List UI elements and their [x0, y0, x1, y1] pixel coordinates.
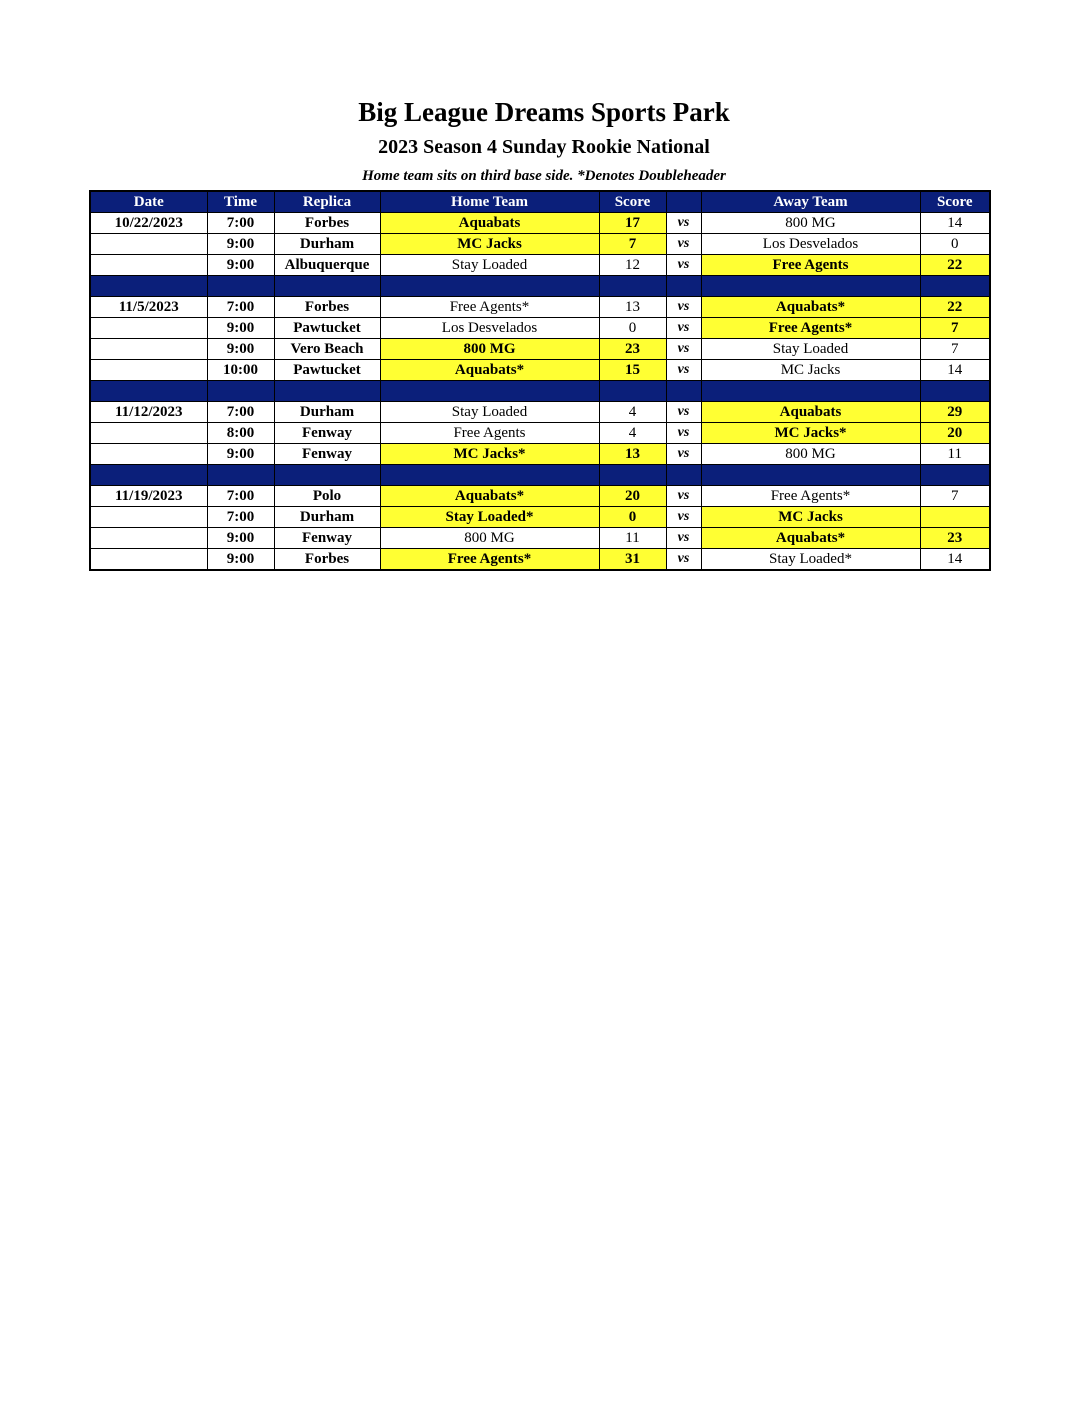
away-score-cell: 22	[920, 297, 990, 318]
week-separator-row	[90, 276, 990, 297]
column-header: Score	[599, 191, 666, 213]
vs-cell: vs	[666, 507, 701, 528]
time-cell: 8:00	[207, 423, 274, 444]
replica-cell: Forbes	[274, 213, 380, 234]
away-team-cell: Free Agents	[701, 255, 920, 276]
date-cell	[90, 444, 207, 465]
separator-cell	[207, 381, 274, 402]
home-team-cell: 800 MG	[380, 339, 599, 360]
replica-cell: Forbes	[274, 297, 380, 318]
date-cell	[90, 528, 207, 549]
date-cell	[90, 318, 207, 339]
date-cell: 11/12/2023	[90, 402, 207, 423]
home-team-cell: Stay Loaded	[380, 402, 599, 423]
date-cell: 11/19/2023	[90, 486, 207, 507]
home-team-cell: Aquabats	[380, 213, 599, 234]
column-header: Score	[920, 191, 990, 213]
home-team-cell: Aquabats*	[380, 486, 599, 507]
home-score-cell: 12	[599, 255, 666, 276]
table-row	[90, 549, 990, 571]
home-team-cell: Free Agents*	[380, 549, 599, 571]
away-team-cell: MC Jacks	[701, 360, 920, 381]
separator-cell	[380, 276, 599, 297]
separator-cell	[599, 465, 666, 486]
away-team-cell: Free Agents*	[701, 486, 920, 507]
away-team-cell: Aquabats	[701, 402, 920, 423]
table-row	[90, 360, 990, 381]
time-cell: 7:00	[207, 507, 274, 528]
separator-cell	[90, 465, 207, 486]
column-header: Replica	[274, 191, 380, 213]
home-team-cell: 800 MG	[380, 528, 599, 549]
home-score-cell: 0	[599, 318, 666, 339]
away-score-cell: 7	[920, 318, 990, 339]
replica-cell: Fenway	[274, 423, 380, 444]
home-score-cell: 17	[599, 213, 666, 234]
separator-cell	[274, 465, 380, 486]
home-team-cell: Free Agents	[380, 423, 599, 444]
away-team-cell: Stay Loaded	[701, 339, 920, 360]
home-score-cell: 7	[599, 234, 666, 255]
separator-cell	[599, 276, 666, 297]
date-cell	[90, 255, 207, 276]
date-cell	[90, 234, 207, 255]
away-team-cell: Free Agents*	[701, 318, 920, 339]
separator-cell	[701, 381, 920, 402]
table-row	[90, 255, 990, 276]
home-team-cell: Los Desvelados	[380, 318, 599, 339]
table-row	[90, 444, 990, 465]
table-row	[90, 234, 990, 255]
vs-cell: vs	[666, 255, 701, 276]
separator-cell	[380, 381, 599, 402]
home-team-cell: Aquabats*	[380, 360, 599, 381]
table-row	[90, 402, 990, 423]
home-score-cell: 11	[599, 528, 666, 549]
replica-cell: Polo	[274, 486, 380, 507]
table-row	[90, 297, 990, 318]
away-score-cell: 14	[920, 360, 990, 381]
separator-cell	[274, 276, 380, 297]
schedule-table	[89, 190, 991, 571]
home-score-cell: 0	[599, 507, 666, 528]
table-row	[90, 318, 990, 339]
away-score-cell: 7	[920, 486, 990, 507]
time-cell: 7:00	[207, 402, 274, 423]
vs-cell: vs	[666, 297, 701, 318]
time-cell: 7:00	[207, 213, 274, 234]
separator-cell	[666, 465, 701, 486]
vs-cell: vs	[666, 318, 701, 339]
away-team-cell: Aquabats*	[701, 528, 920, 549]
date-cell	[90, 339, 207, 360]
replica-cell: Fenway	[274, 528, 380, 549]
separator-cell	[920, 465, 990, 486]
replica-cell: Fenway	[274, 444, 380, 465]
home-score-cell: 15	[599, 360, 666, 381]
separator-cell	[274, 381, 380, 402]
home-score-cell: 4	[599, 423, 666, 444]
time-cell: 7:00	[207, 297, 274, 318]
column-header: Away Team	[701, 191, 920, 213]
page-title: Big League Dreams Sports Park	[358, 97, 730, 127]
away-score-cell: 23	[920, 528, 990, 549]
column-header: Time	[207, 191, 274, 213]
vs-cell: vs	[666, 213, 701, 234]
home-score-cell: 13	[599, 444, 666, 465]
home-team-cell: Free Agents*	[380, 297, 599, 318]
home-score-cell: 4	[599, 402, 666, 423]
home-team-cell: MC Jacks*	[380, 444, 599, 465]
date-cell	[90, 549, 207, 571]
week-separator-row	[90, 465, 990, 486]
separator-cell	[920, 381, 990, 402]
date-cell: 11/5/2023	[90, 297, 207, 318]
date-cell	[90, 507, 207, 528]
table-row	[90, 507, 990, 528]
away-score-cell: 20	[920, 423, 990, 444]
away-score-cell: 14	[920, 549, 990, 571]
home-team-cell: Stay Loaded	[380, 255, 599, 276]
away-score-cell: 7	[920, 339, 990, 360]
time-cell: 10:00	[207, 360, 274, 381]
replica-cell: Forbes	[274, 549, 380, 571]
replica-cell: Durham	[274, 402, 380, 423]
page-subtitle: 2023 Season 4 Sunday Rookie National	[378, 136, 710, 158]
vs-cell: vs	[666, 402, 701, 423]
separator-cell	[90, 381, 207, 402]
replica-cell: Pawtucket	[274, 318, 380, 339]
replica-cell: Albuquerque	[274, 255, 380, 276]
away-team-cell: Stay Loaded*	[701, 549, 920, 571]
separator-cell	[380, 465, 599, 486]
time-cell: 9:00	[207, 255, 274, 276]
separator-cell	[920, 276, 990, 297]
column-header: Date	[90, 191, 207, 213]
table-row	[90, 486, 990, 507]
column-header	[666, 191, 701, 213]
time-cell: 9:00	[207, 318, 274, 339]
table-row	[90, 213, 990, 234]
time-cell: 9:00	[207, 444, 274, 465]
table-row	[90, 423, 990, 444]
replica-cell: Vero Beach	[274, 339, 380, 360]
home-score-cell: 23	[599, 339, 666, 360]
replica-cell: Pawtucket	[274, 360, 380, 381]
time-cell: 9:00	[207, 549, 274, 571]
date-cell: 10/22/2023	[90, 213, 207, 234]
date-cell	[90, 423, 207, 444]
home-team-cell: Stay Loaded*	[380, 507, 599, 528]
time-cell: 9:00	[207, 528, 274, 549]
away-team-cell: Los Desvelados	[701, 234, 920, 255]
vs-cell: vs	[666, 528, 701, 549]
table-row	[90, 528, 990, 549]
away-score-cell	[920, 507, 990, 528]
table-row	[90, 339, 990, 360]
replica-cell: Durham	[274, 234, 380, 255]
separator-cell	[701, 276, 920, 297]
away-team-cell: 800 MG	[701, 213, 920, 234]
vs-cell: vs	[666, 444, 701, 465]
vs-cell: vs	[666, 486, 701, 507]
separator-cell	[701, 465, 920, 486]
schedule-body	[90, 213, 990, 571]
column-header: Home Team	[380, 191, 599, 213]
week-separator-row	[90, 381, 990, 402]
away-team-cell: Aquabats*	[701, 297, 920, 318]
home-score-cell: 31	[599, 549, 666, 571]
vs-cell: vs	[666, 339, 701, 360]
away-team-cell: MC Jacks*	[701, 423, 920, 444]
replica-cell: Durham	[274, 507, 380, 528]
time-cell: 9:00	[207, 339, 274, 360]
schedule-note: Home team sits on third base side. *Denotes Doubleheader	[362, 168, 726, 184]
separator-cell	[90, 276, 207, 297]
separator-cell	[207, 276, 274, 297]
time-cell: 7:00	[207, 486, 274, 507]
away-score-cell: 22	[920, 255, 990, 276]
away-team-cell: MC Jacks	[701, 507, 920, 528]
vs-cell: vs	[666, 234, 701, 255]
table-header-row	[90, 191, 990, 213]
separator-cell	[666, 276, 701, 297]
vs-cell: vs	[666, 549, 701, 571]
vs-cell: vs	[666, 360, 701, 381]
home-score-cell: 13	[599, 297, 666, 318]
away-team-cell: 800 MG	[701, 444, 920, 465]
home-team-cell: MC Jacks	[380, 234, 599, 255]
date-cell	[90, 360, 207, 381]
time-cell: 9:00	[207, 234, 274, 255]
away-score-cell: 11	[920, 444, 990, 465]
separator-cell	[666, 381, 701, 402]
away-score-cell: 29	[920, 402, 990, 423]
separator-cell	[207, 465, 274, 486]
home-score-cell: 20	[599, 486, 666, 507]
away-score-cell: 0	[920, 234, 990, 255]
away-score-cell: 14	[920, 213, 990, 234]
vs-cell: vs	[666, 423, 701, 444]
separator-cell	[599, 381, 666, 402]
